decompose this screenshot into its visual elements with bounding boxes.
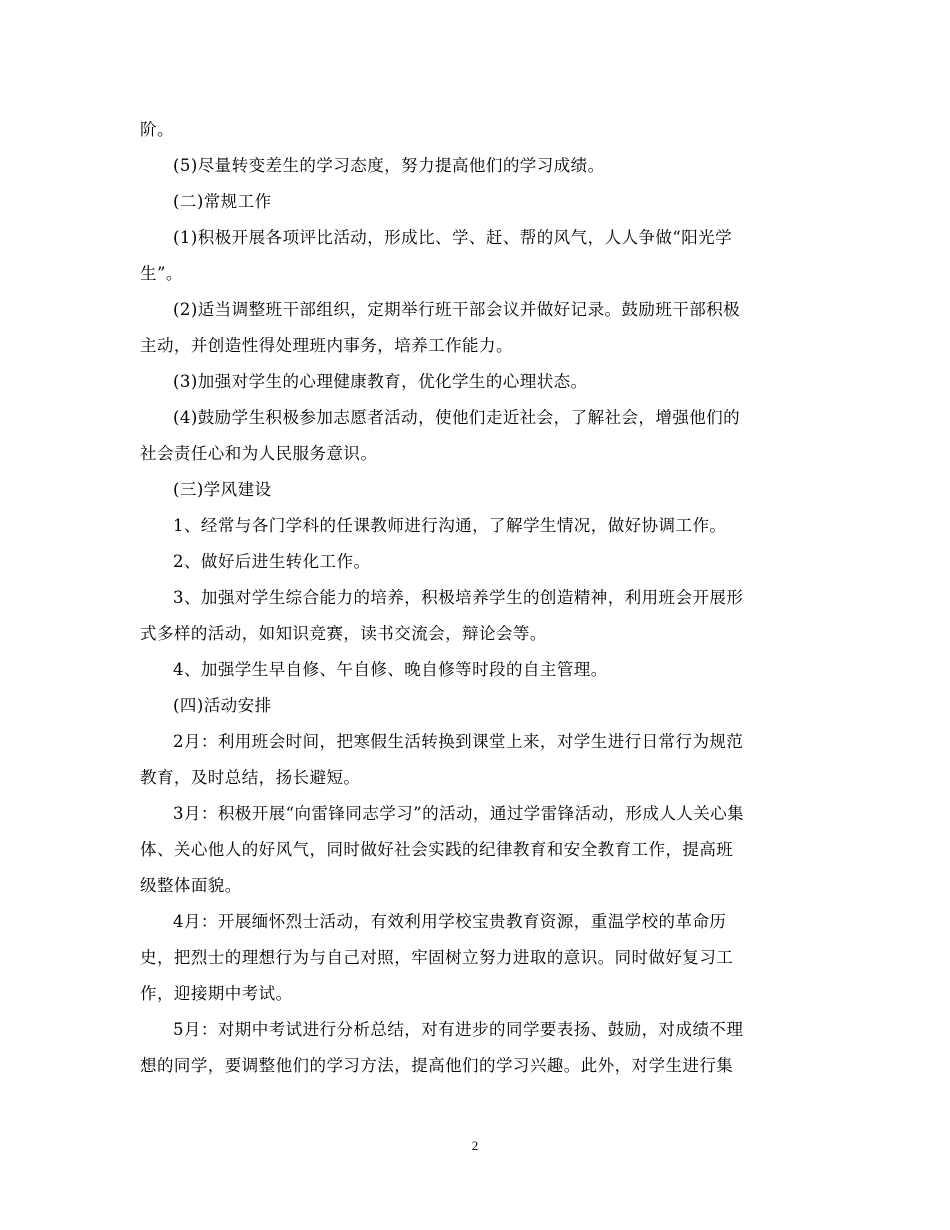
paragraph: 阶。 [140,120,174,139]
paragraph: (4)鼓励学生积极参加志愿者活动，使他们走近社会，了解社会，增强他们的 社会责任心和为人民服务意识。 [140,408,741,463]
paragraph: 4、加强学生早自修、午自修、晚自修等时段的自主管理。 [173,660,608,679]
paragraph: (2)适当调整班干部组织，定期举行班干部会议并做好记录。鼓励班干部积极 主动，并创造性得处理班内事务，培养工作能力。 [140,300,741,355]
section-heading: (三)学风建设 [173,480,272,499]
paragraph: 1、经常与各门学科的任课教师进行沟通，了解学生情况，做好协调工作。 [173,516,727,535]
paragraph: 5月：对期中考试进行分析总结，对有进步的同学要表扬、鼓励，对成绩不理 想的同学，要调整他们的学习方法，提高他们的学习兴趣。此外，对学生进行集 [140,1020,744,1075]
paragraph: (1)积极开展各项评比活动，形成比、学、赶、帮的风气，人人争做“阳光学 生”。 [140,228,733,283]
document-body [140,112,812,1084]
paragraph: 2、做好后进生转化工作。 [173,552,371,571]
section-heading: (二)常规工作 [173,192,272,211]
section-heading: (四)活动安排 [173,696,272,715]
paragraph: 3、加强对学生综合能力的培养，积极培养学生的创造精神，利用班会开展形 式多样的活动，如知识竞赛，读书交流会，辩论会等。 [140,588,744,643]
paragraph: 3月：积极开展“向雷锋同志学习”的活动，通过学雷锋活动，形成人人关心集 体、关心他人的好风气，同时做好社会实践的纪律教育和安全教育工作，提高班 级整体面貌。 [140,804,745,895]
paragraph: 4月：开展缅怀烈士活动，有效利用学校宝贵教育资源，重温学校的革命历 史，把烈士的理想行为与自己对照，牢固树立努力进取的意识。同时做好复习工 作，迎接期中考试。 [140,912,734,1003]
page-number: 2 [471,1138,479,1153]
paragraph: (3)加强对学生的心理健康教育，优化学生的心理状态。 [173,372,588,391]
paragraph: (5)尽量转变差生的学习态度，努力提高他们的学习成绩。 [173,156,605,175]
paragraph: 2月：利用班会时间，把寒假生活转换到课堂上来，对学生进行日常行为规范 教育，及时总结，扬长避短。 [140,732,744,787]
